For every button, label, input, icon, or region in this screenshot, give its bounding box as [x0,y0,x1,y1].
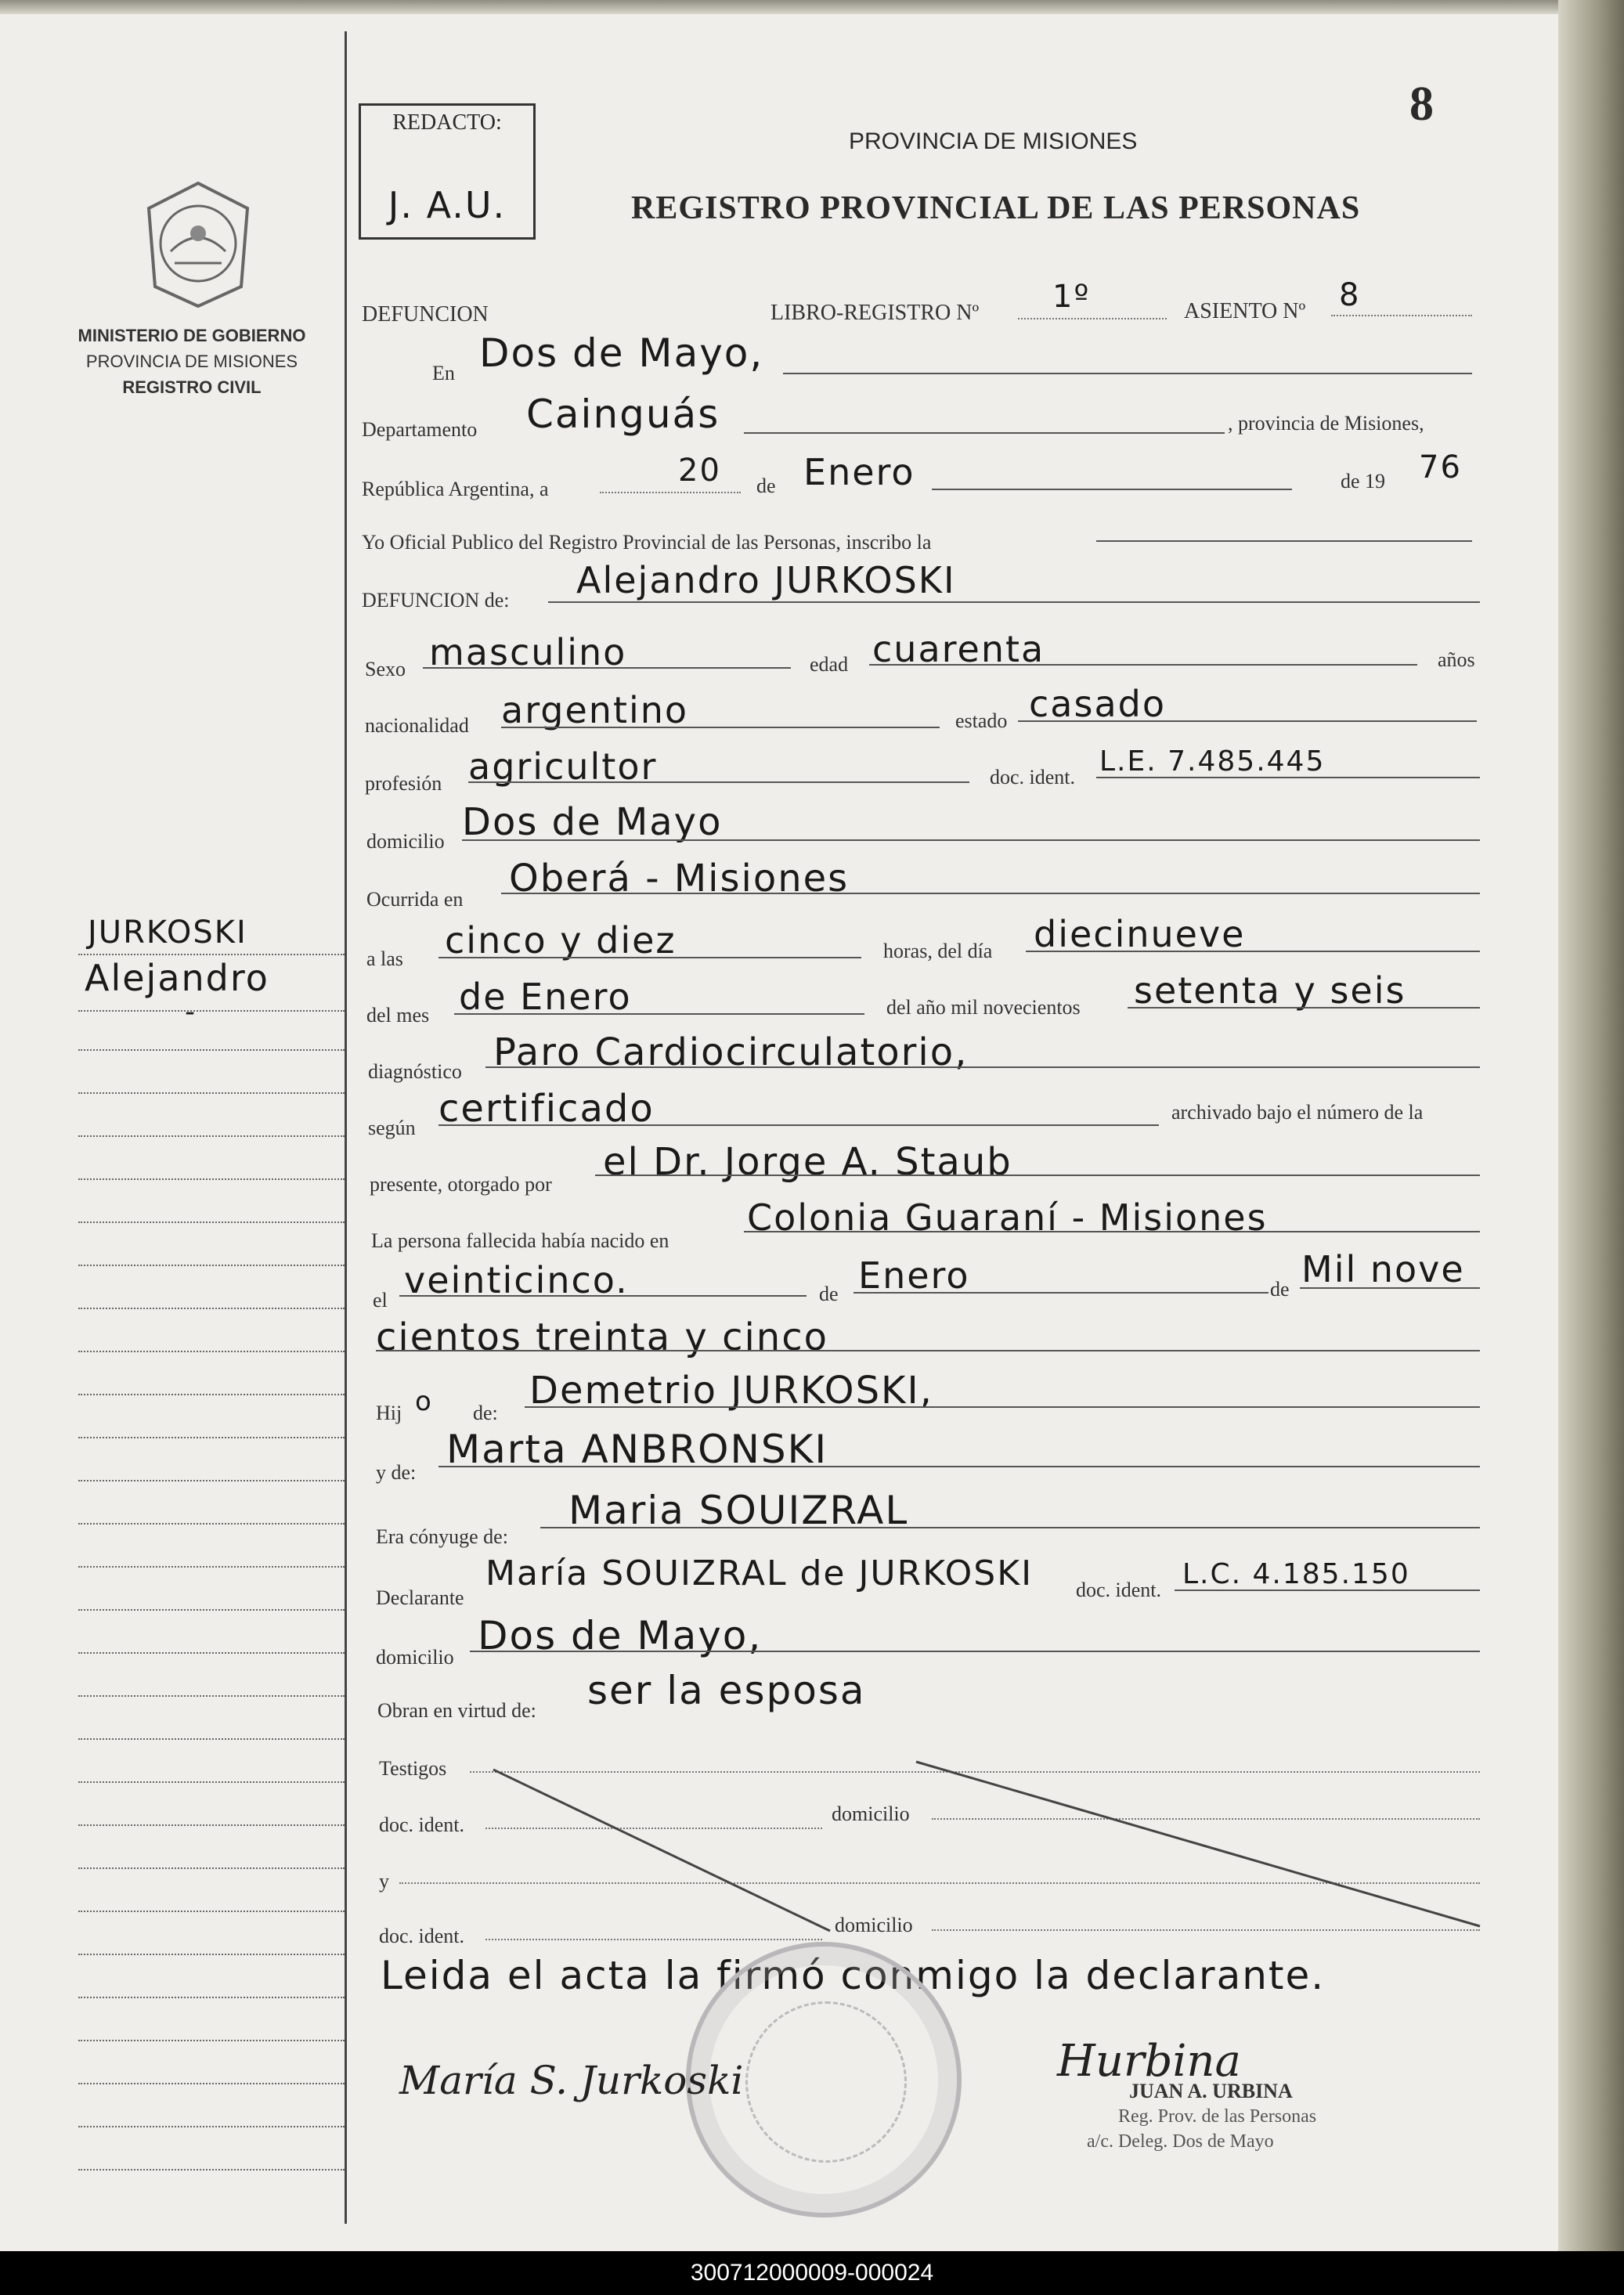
redacto-box [359,103,536,240]
margin-rule [78,1954,345,1955]
ocurrida-value: Oberá - Misiones [509,857,850,900]
hijo-label: Hij [376,1402,402,1424]
margin-rule [78,2126,345,2127]
domicilio-t2-label: domicilio [835,1914,913,1936]
field-rule [454,1013,864,1015]
field-rule [869,664,1417,666]
margin-divider [345,31,347,2224]
declarante-signature: María S. Jurkoski [399,2058,744,2103]
official-delegation: a/c. Deleg. Dos de Mayo [1087,2131,1274,2152]
profesion-label: profesión [365,772,442,795]
libro-label: LIBRO-REGISTRO Nº [770,301,980,325]
field-rule [376,1350,1480,1351]
en-label: En [432,362,455,384]
edad-label: edad [810,653,849,676]
asiento-value: 8 [1339,277,1361,313]
nacido-label: La persona fallecida había nacido en [371,1229,669,1252]
margin-rule [78,2169,345,2171]
segun-label: según [368,1117,416,1139]
archivado-label: archivado bajo el número de la [1171,1101,1424,1124]
field-rule [470,1651,1480,1652]
horas-label: horas, del día [883,940,993,962]
provincia-suffix: , provincia de Misiones, [1228,412,1424,435]
fecha-anio: 76 [1419,449,1462,485]
field-rule [548,601,1480,603]
mes2-value: Enero [858,1254,970,1297]
ministry-province: PROVINCIA DE MISIONES [85,352,298,371]
nacido-value: Colonia Guaraní - Misiones [747,1196,1268,1239]
margin-mark: - [185,996,197,1028]
alas-label: a las [366,947,403,970]
margin-rule [78,1265,345,1266]
docident-label-2: doc. ident. [379,1925,465,1947]
el-value: veinticinco. [404,1259,629,1301]
document-type: DEFUNCION [362,302,489,327]
libro-rule [1018,318,1167,319]
diagnostico-value: Paro Cardiocirculatorio, [493,1030,969,1074]
page-title: REGISTRO PROVINCIAL DE LAS PERSONAS [631,190,1361,226]
official-signature: Hurbina [1057,2036,1241,2087]
hijo-de-label: de: [473,1402,498,1424]
diagnostico-label: diagnóstico [368,1060,462,1083]
segun-value: certificado [438,1087,655,1131]
el-label: el [373,1289,388,1312]
redacto-initials: J. A.U. [388,184,507,226]
field-rule [438,1124,1159,1126]
yde-label: y de: [376,1461,417,1484]
field-rule [1018,720,1477,722]
margin-rule [78,1135,345,1137]
margin-rule [78,1523,345,1525]
sexo-label: Sexo [365,658,406,680]
field-rule [501,893,1480,894]
field-rule [1096,540,1472,542]
declarante-doc-label: doc. ident. [1076,1579,1162,1601]
margin-rule [78,1178,345,1180]
field-rule [540,1527,1480,1528]
margin-rule [78,1049,345,1051]
anio2-value: Mil nove [1301,1248,1465,1290]
nacionalidad-value: argentino [501,689,689,731]
hijo-suffix: o [415,1386,433,1417]
field-rule [501,727,940,728]
domicilio-t1-label: domicilio [832,1802,910,1825]
estado-label: estado [955,709,1008,732]
presente-value: el Dr. Jorge A. Staub [603,1140,1012,1184]
departamento-label: Departamento [362,418,478,441]
margin-rule [78,954,345,955]
fecha-mes: Enero [803,451,915,493]
margin-rule [78,1394,345,1395]
profesion-value: agricultor [468,745,658,788]
conyuge-label: Era cónyuge de: [376,1525,508,1548]
margin-rule [78,1781,345,1783]
docident-label-1: doc. ident. [379,1813,465,1836]
field-rule [438,957,861,958]
dia-value: diecinueve [1034,913,1246,955]
defuncion-name: Alejandro JURKOSKI [576,559,956,601]
field-rule [595,1175,1480,1176]
field-rule [1128,1007,1480,1009]
sheet-number: 8 [1409,78,1434,131]
edad-value: cuarenta [872,628,1045,670]
y-label: y [379,1870,389,1893]
field-rule [1175,1590,1480,1591]
yo-oficial-text: Yo Oficial Publico del Registro Provincial de las Personas, inscribo la [362,531,932,554]
libro-value: 1º [1052,279,1091,315]
asiento-label: ASIENTO Nº [1184,299,1306,323]
field-rule [485,1066,1480,1068]
field-rule [468,781,969,783]
ocurrida-label: Ocurrida en [366,888,464,911]
stamp-inner-ring [745,2001,907,2163]
nacionalidad-label: nacionalidad [365,714,469,737]
presente-label: presente, otorgado por [370,1173,552,1196]
en-value: Dos de Mayo, [479,330,764,376]
defuncion-label: DEFUNCION de: [362,589,510,612]
fecha-anio-label: de 19 [1341,470,1386,493]
declarante-value: María SOUIZRAL de JURKOSKI [485,1553,1034,1593]
margin-rule [78,1867,345,1869]
doc-value: L.E. 7.485.445 [1099,745,1326,778]
field-rule [525,1406,1480,1408]
redacto-label: REDACTO: [392,110,502,135]
doc-label: doc. ident. [990,766,1076,788]
field-rule [932,489,1292,490]
margin-given-name: Alejandro [85,957,269,999]
ministry-block [47,323,337,400]
field-rule [399,1295,807,1297]
obran-label: Obran en virtud de: [377,1699,536,1722]
margin-rule [78,1010,345,1012]
field-rule [783,373,1472,374]
asiento-rule [1331,315,1472,316]
departamento-value: Cainguás [526,392,720,437]
official-role: Reg. Prov. de las Personas [1118,2106,1317,2127]
declarante-doc-value: L.C. 4.185.150 [1182,1558,1410,1590]
official-name: JUAN A. URBINA [1129,2080,1293,2102]
field-rule [438,1466,1480,1467]
ministry-title: MINISTERIO DE GOBIERNO [78,326,306,345]
scan-top-edge [0,0,1624,14]
madre-value: Marta ANBRONSKI [446,1427,828,1472]
fecha-dia: 20 [678,453,721,489]
domicilio-value: Dos de Mayo [462,800,723,844]
testigos-label: Testigos [379,1757,447,1780]
header-province: PROVINCIA DE MISIONES [849,128,1138,154]
field-rule [854,1292,1269,1294]
field-rule [744,1231,1480,1232]
anio-mil-label: del año mil novecientos [886,996,1081,1019]
margin-rule [78,1738,345,1740]
field-rule [1300,1287,1480,1289]
sexo-value: masculino [429,631,627,673]
margin-rule [78,2083,345,2084]
scan-footer-id: 300712000009-000024 [0,2251,1624,2295]
field-rule [1096,777,1480,778]
margin-rule [78,1609,345,1611]
estado-value: casado [1029,683,1166,725]
conyuge-value: Maria SOUIZRAL [568,1488,909,1533]
de2-label: de [819,1283,839,1305]
testigos-cancel-strokes [470,1746,1488,1950]
domicilio-label: domicilio [366,830,445,853]
field-rule [600,492,741,493]
margin-rule [78,1566,345,1568]
margin-rule [78,1695,345,1697]
leida-statement: Leida el acta la firmó conmigo la declarante. [381,1953,1326,1998]
margin-surname: JURKOSKI [88,915,247,951]
ministry-registry: REGISTRO CIVIL [122,377,262,397]
margin-rule [78,1480,345,1481]
margin-rule [78,1092,345,1094]
cientos-value: cientos treinta y cinco [376,1315,828,1359]
de3-label: de [1270,1278,1290,1301]
republica-label: República Argentina, a [362,478,549,500]
margin-rule [78,1652,345,1654]
province-seal-logo [139,177,257,310]
field-rule [423,667,791,669]
margin-rule [78,1911,345,1912]
anos-label: años [1438,648,1475,671]
obran-value: ser la esposa [587,1668,866,1713]
anio-mil-value: setenta y seis [1134,969,1406,1012]
margin-rule [78,1437,345,1438]
fecha-de-label: de [756,475,776,497]
margin-rule [78,2040,345,2041]
margin-rule [78,1997,345,1998]
margin-rule [78,1824,345,1826]
field-rule [1026,951,1480,952]
delmes-label: del mes [366,1004,430,1027]
delmes-value: de Enero [459,976,632,1018]
alas-value: cinco y diez [445,919,677,962]
domicilio2-label: domicilio [376,1646,454,1669]
book-binding-edge [1558,0,1624,2251]
field-rule [744,432,1225,434]
padre-value: Demetrio JURKOSKI, [529,1369,933,1413]
margin-rule [78,1308,345,1309]
margin-rule [78,1351,345,1352]
declarante-label: Declarante [376,1586,464,1609]
domicilio2-value: Dos de Mayo, [478,1613,763,1658]
field-rule [462,839,1480,841]
margin-rule [78,1221,345,1223]
